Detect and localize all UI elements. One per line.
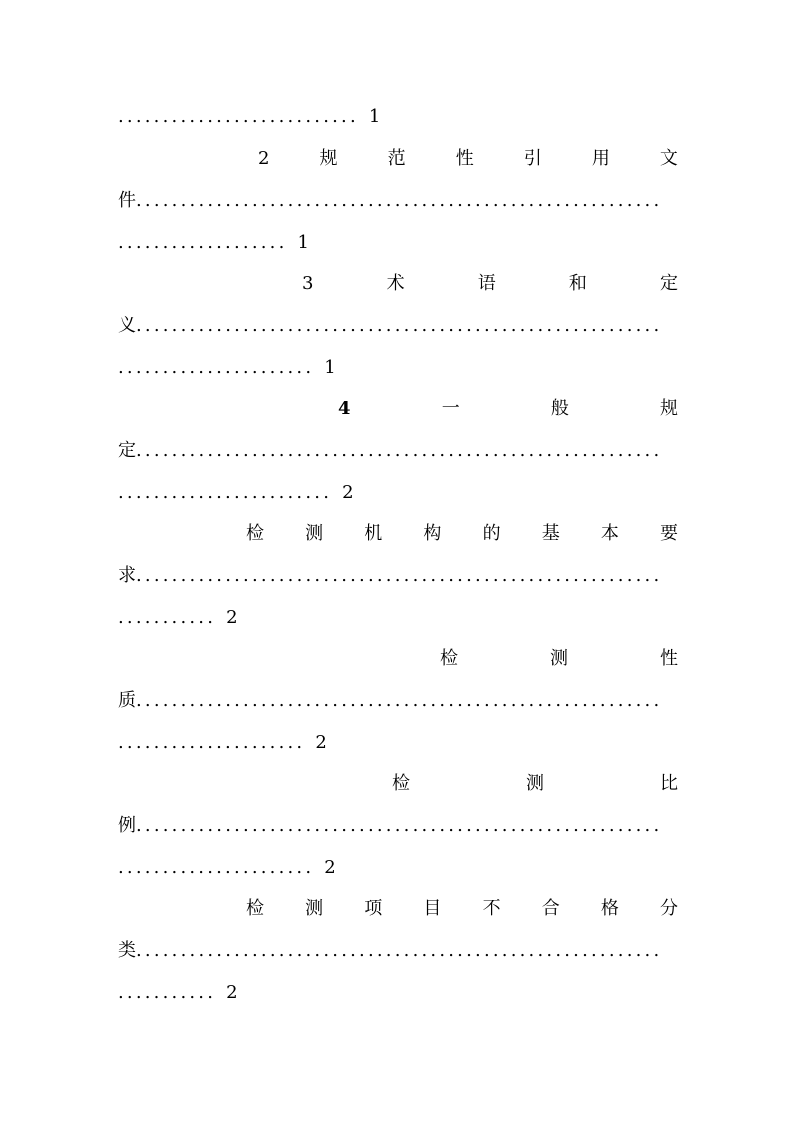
toc-entry-leader-line: [118, 815, 678, 837]
title-char: 般: [550, 398, 569, 419]
toc-entry-title-line[interactable]: [440, 648, 678, 670]
toc-continuation-line: [118, 482, 678, 504]
title-char: 术: [386, 273, 405, 294]
page-number: 2: [342, 482, 354, 503]
page-number: 1: [297, 232, 309, 253]
toc-continuation-line: [118, 357, 678, 379]
title-char: 的: [482, 523, 501, 544]
title-char: 规: [660, 398, 678, 419]
leader-dots: .....................: [118, 732, 306, 753]
section-number: 2: [258, 148, 270, 169]
leader-dots: ...........: [118, 607, 217, 628]
leader-dots: ...........................................................: [136, 815, 663, 836]
title-char: 测: [305, 523, 324, 544]
toc-continuation-line: [118, 607, 678, 629]
title-char: 检: [246, 898, 264, 919]
title-char: 性: [660, 648, 678, 669]
title-char: 一: [441, 398, 460, 419]
leader-dots: ...........................................................: [136, 315, 663, 336]
page-number: 2: [226, 607, 238, 628]
page-number: 2: [324, 857, 336, 878]
title-char: 定: [659, 273, 678, 294]
title-char: 合: [541, 898, 560, 919]
title-char: 文: [659, 148, 678, 169]
title-char: 引: [523, 148, 542, 169]
title-char: 和: [568, 273, 587, 294]
title-char: 基: [541, 523, 560, 544]
toc-entry-leader-line: [118, 690, 678, 712]
title-char: 构: [423, 523, 442, 544]
leader-dots: ...........................: [118, 106, 359, 127]
toc-entry-leader-line: [118, 940, 678, 962]
section-number: 4: [338, 398, 351, 419]
leader-dots: ...........................................................: [136, 940, 663, 961]
leader-dots: ......................: [118, 357, 315, 378]
title-char: 测: [305, 898, 324, 919]
leader-dots: ...........................................................: [136, 190, 663, 211]
page-number: 1: [324, 357, 336, 378]
title-char: 义: [118, 315, 136, 336]
toc-continuation-line: [118, 106, 678, 128]
page-number: 1: [368, 106, 381, 127]
title-char: 测: [550, 648, 568, 669]
title-char: 检: [440, 648, 458, 669]
title-char: 不: [482, 898, 501, 919]
title-char: 机: [364, 523, 383, 544]
toc-continuation-line: [118, 982, 678, 1004]
title-char: 用: [591, 148, 610, 169]
title-char: 分: [659, 898, 678, 919]
toc-entry-title-line[interactable]: [258, 148, 678, 170]
title-char: 件: [118, 190, 136, 211]
toc-entry-leader-line: [118, 440, 678, 462]
title-char: 范: [387, 148, 406, 169]
toc-continuation-line: [118, 232, 678, 254]
title-char: 检: [246, 523, 264, 544]
title-char: 性: [455, 148, 474, 169]
title-char: 格: [600, 898, 619, 919]
title-char: 求: [118, 565, 136, 586]
toc-entry-title-line[interactable]: [246, 523, 678, 545]
leader-dots: ...................: [118, 232, 288, 253]
page-number: 2: [226, 982, 238, 1003]
title-char: 比: [660, 773, 678, 794]
toc-entry-leader-line: [118, 190, 678, 212]
title-char: 例: [118, 815, 136, 836]
leader-dots: ...........................................................: [136, 440, 663, 461]
leader-dots: ........................: [118, 482, 333, 503]
title-char: 检: [392, 773, 410, 794]
title-char: 要: [659, 523, 678, 544]
page-number: 2: [315, 732, 327, 753]
title-char: 本: [600, 523, 619, 544]
title-char: 定: [118, 440, 136, 461]
title-char: 规: [319, 148, 338, 169]
title-char: 测: [526, 773, 544, 794]
section-number: 3: [302, 273, 314, 294]
leader-dots: ...........................................................: [136, 690, 663, 711]
title-char: 类: [118, 940, 136, 961]
toc-continuation-line: [118, 732, 678, 754]
toc-entry-title-line[interactable]: [338, 398, 678, 420]
title-char: 目: [423, 898, 442, 919]
toc-entry-title-line[interactable]: [392, 773, 678, 795]
title-char: 质: [118, 690, 136, 711]
toc-entry-title-line[interactable]: [246, 898, 678, 920]
toc-entry-leader-line: [118, 565, 678, 587]
title-char: 项: [364, 898, 383, 919]
toc-entry-leader-line: [118, 315, 678, 337]
leader-dots: ......................: [118, 857, 315, 878]
leader-dots: ...........................................................: [136, 565, 663, 586]
toc-continuation-line: [118, 857, 678, 879]
title-char: 语: [477, 273, 496, 294]
leader-dots: ...........: [118, 982, 217, 1003]
toc-entry-title-line[interactable]: [302, 273, 678, 295]
